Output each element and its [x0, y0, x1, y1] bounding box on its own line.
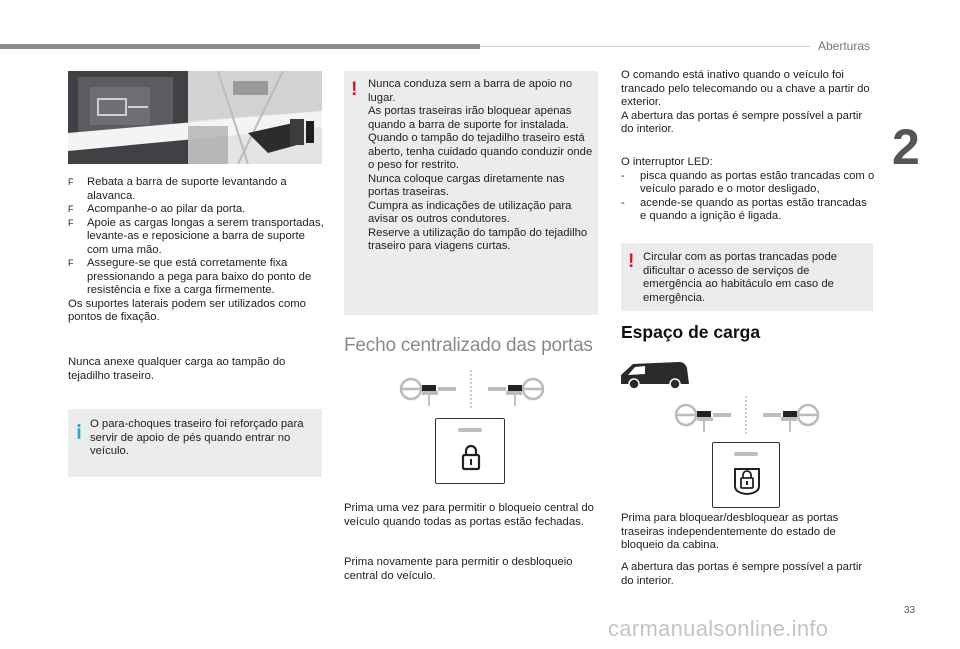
warning-icon: !: [628, 251, 635, 272]
list-item: [68, 203, 326, 217]
warning-icon: !: [351, 79, 358, 100]
step-text: Assegure-se que está corretamente fixa pressionando a pega para baixo do ponto de resistência e fixe a carga firmemente.: [87, 257, 312, 296]
list-item: [68, 217, 326, 258]
cargo-door-lock-icon: [732, 466, 762, 496]
led-description: [621, 156, 875, 224]
step-text: Acompanhe-o ao pilar da porta.: [87, 203, 246, 215]
dash-marker: -: [621, 196, 625, 209]
van-icon: [619, 358, 691, 390]
led-indicator: [734, 452, 758, 456]
led-item-text: acende-se quando as portas estão trancadas e quando a ignição é ligada.: [640, 196, 867, 222]
dash-marker: -: [621, 169, 625, 182]
paragraph: Nunca anexe qualquer carga ao tampão do tejadilho traseiro.: [68, 356, 286, 382]
chapter-number: 2: [892, 119, 920, 175]
roof-bar-photo: [68, 71, 322, 164]
watermark: carmanualsonline.info: [608, 616, 829, 641]
header-bar: [0, 44, 480, 49]
page-number: 33: [904, 605, 916, 616]
roof-bar-illustration: [68, 71, 322, 164]
steering-position-diagram: [392, 370, 552, 408]
paragraph: O comando está inativo quando o veículo foi trancado pelo telecomando ou a chave a partir do exterior. A abertura das portas é sempre possível a partir do interior.: [621, 69, 870, 135]
paragraph: Prima novamente para permitir o desbloqueio central do veículo.: [344, 556, 573, 582]
central-lock-button[interactable]: [435, 418, 505, 484]
steering-position-diagram: [667, 396, 827, 434]
led-indicator: [458, 428, 482, 432]
bullet-marker: F: [68, 217, 74, 228]
led-intro: O interruptor LED:: [621, 156, 713, 168]
section-heading: Espaço de carga: [621, 322, 761, 342]
cargo-lock-button[interactable]: [712, 442, 780, 508]
bullet-marker: F: [68, 177, 74, 187]
step-text: Rebata a barra de suporte levantando a alavanca.: [87, 176, 287, 202]
header-rule: [480, 46, 810, 47]
warning-box: [344, 71, 598, 315]
list-item: [68, 257, 326, 298]
section-heading: Fecho centralizado das portas: [344, 335, 593, 356]
paragraph: Os suportes laterais podem ser utilizados como pontos de fixação.: [68, 297, 306, 323]
warning-text: Nunca conduza sem a barra de apoio no lugar. As portas traseiras irão bloquear apenas quando a barra de suporte for instalada. Quando o tampão do tejadilho traseiro está aberto, tenha cuidado quando conduzir onde o peso for restrito. Nunca coloque cargas diretamente nas portas traseiras. Cumpra as indicações de utilização para avisar os outros condutores. Reserve a utilização do tampão do tejadilho traseiro para viagens curtas.: [368, 78, 593, 252]
list-item: [68, 176, 326, 203]
info-box: [68, 409, 322, 477]
bullet-marker: F: [68, 204, 74, 214]
warning-box: [621, 243, 873, 311]
info-icon: [77, 421, 81, 442]
paragraph: Prima para bloquear/desbloquear as portas traseiras independentemente do estado de bloqueio da cabina.: [621, 512, 839, 551]
led-item-text: pisca quando as portas estão trancadas com o veículo parado e o motor desligado,: [640, 169, 875, 195]
section-title: Aberturas: [818, 39, 871, 53]
list-item: [621, 197, 875, 224]
steps-list: [68, 176, 326, 325]
paragraph: A abertura das portas é sempre possível a partir do interior.: [621, 561, 863, 587]
lock-icon: [461, 444, 481, 471]
paragraph: Prima uma vez para permitir o bloqueio central do veículo quando todas as portas estão fechadas.: [344, 502, 594, 528]
bullet-marker: F: [68, 258, 74, 268]
list-item: [621, 170, 875, 197]
step-text: Apoie as cargas longas a serem transportadas, levante-as e reposicione a barra de suporte com uma mão.: [87, 216, 324, 256]
warning-text: Circular com as portas trancadas pode dificultar o acesso de serviços de emergência ao habitáculo em caso de emergência.: [643, 251, 838, 304]
info-text: O para-choques traseiro foi reforçado para servir de apoio de pés quando entrar no veículo.: [90, 418, 304, 457]
